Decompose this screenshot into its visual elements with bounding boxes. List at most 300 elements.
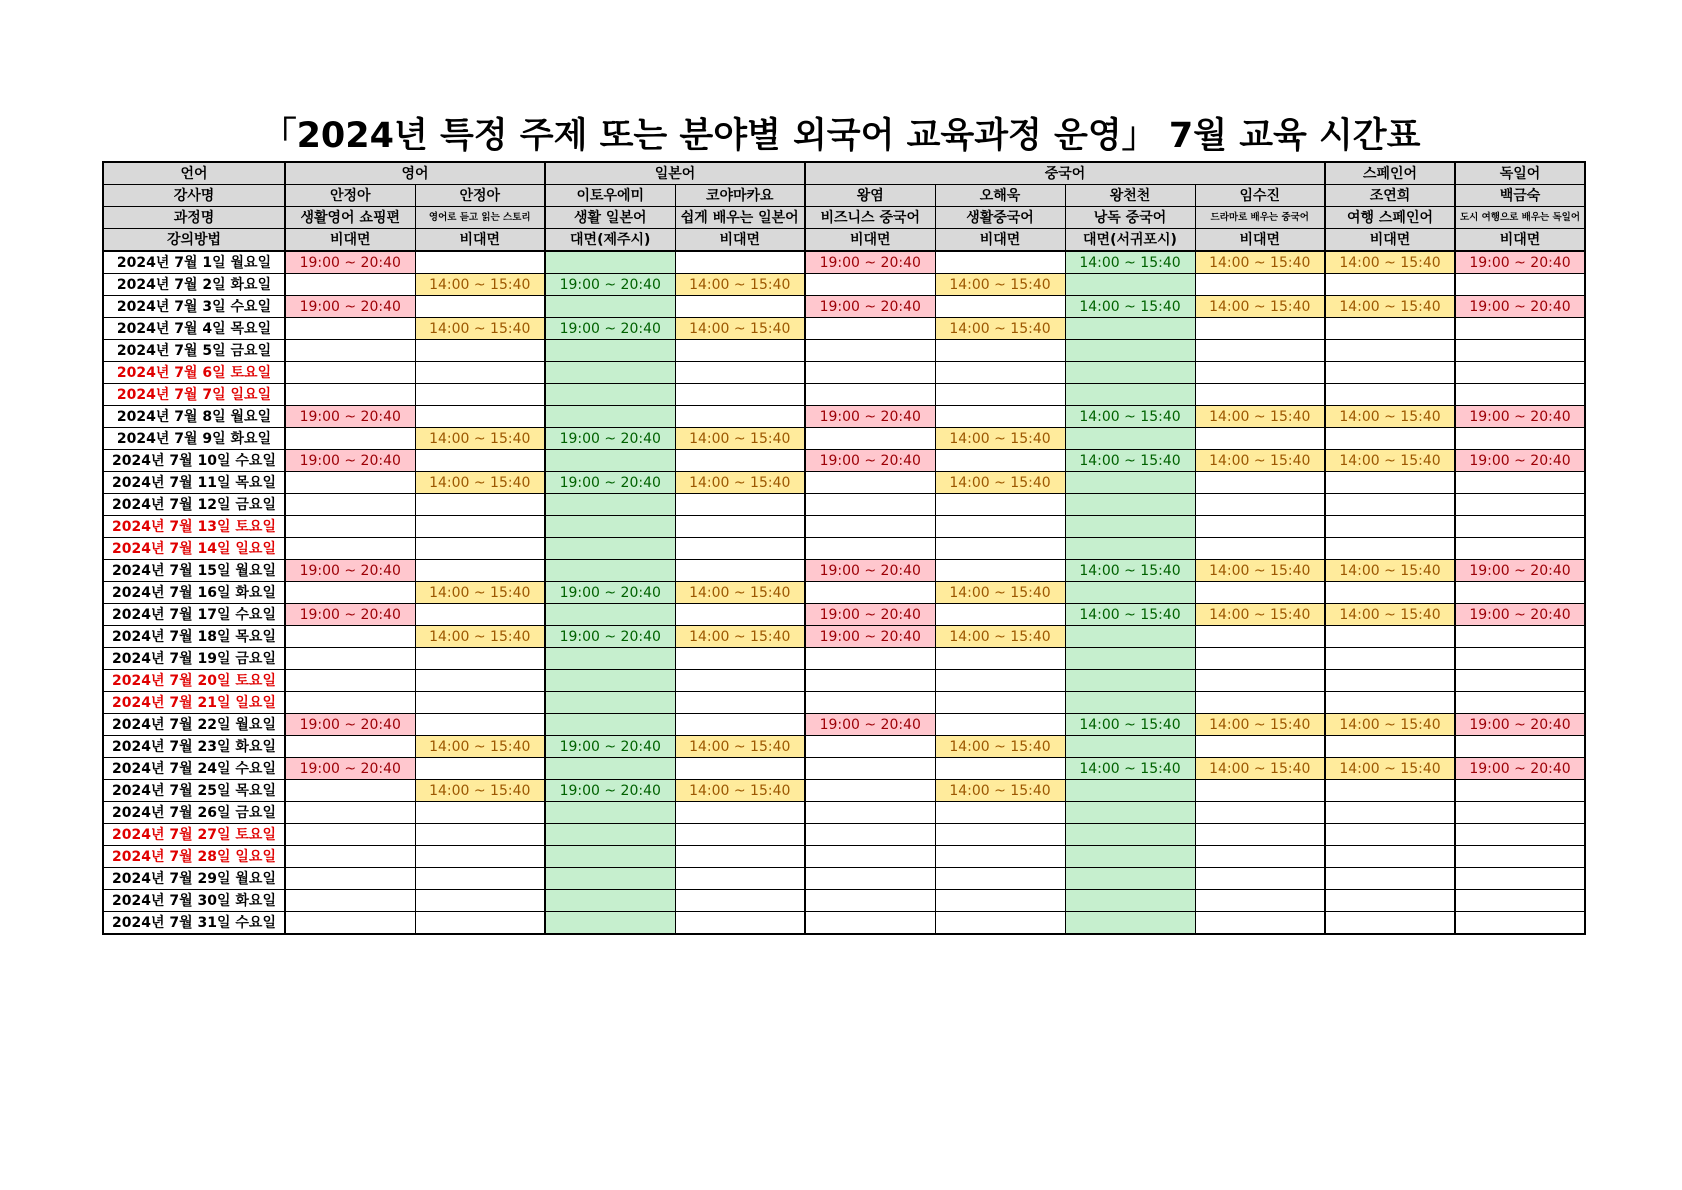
schedule-cell — [805, 890, 935, 912]
schedule-cell — [1455, 472, 1585, 494]
table-row — [103, 868, 1585, 890]
schedule-cell — [415, 384, 545, 406]
schedule-cell: 19:00 ~ 20:40 — [805, 626, 935, 648]
schedule-cell — [1455, 670, 1585, 692]
course-header: 생활 일본어 — [545, 207, 675, 229]
schedule-cell — [285, 802, 415, 824]
schedule-cell — [285, 868, 415, 890]
date-cell: 2024년 7월 22일 월요일 — [103, 714, 285, 736]
schedule-cell: 14:00 ~ 15:40 — [1195, 296, 1325, 318]
schedule-cell: 14:00 ~ 15:40 — [1065, 758, 1195, 780]
schedule-cell — [1455, 846, 1585, 868]
instructor-header: 안정아 — [415, 185, 545, 207]
schedule-cell — [1065, 384, 1195, 406]
schedule-cell — [1455, 868, 1585, 890]
schedule-cell — [675, 450, 805, 472]
schedule-cell: 14:00 ~ 15:40 — [415, 626, 545, 648]
schedule-cell — [285, 472, 415, 494]
schedule-cell — [675, 362, 805, 384]
schedule-cell — [545, 384, 675, 406]
schedule-cell — [415, 846, 545, 868]
schedule-cell — [1195, 824, 1325, 846]
schedule-cell: 14:00 ~ 15:40 — [1325, 714, 1455, 736]
schedule-cell — [1065, 692, 1195, 714]
schedule-cell — [415, 912, 545, 935]
schedule-cell — [1325, 802, 1455, 824]
schedule-cell: 14:00 ~ 15:40 — [415, 428, 545, 450]
schedule-cell — [545, 560, 675, 582]
table-row — [103, 251, 1585, 274]
schedule-cell: 19:00 ~ 20:40 — [285, 758, 415, 780]
schedule-cell — [1325, 362, 1455, 384]
schedule-cell — [675, 890, 805, 912]
schedule-cell — [675, 846, 805, 868]
schedule-cell — [1455, 384, 1585, 406]
schedule-cell — [1455, 736, 1585, 758]
instructor-header: 백금숙 — [1455, 185, 1585, 207]
schedule-cell: 14:00 ~ 15:40 — [1195, 251, 1325, 274]
schedule-cell: 14:00 ~ 15:40 — [1065, 560, 1195, 582]
method-header: 비대면 — [1325, 229, 1455, 252]
schedule-cell — [285, 890, 415, 912]
schedule-cell — [1065, 648, 1195, 670]
schedule-cell — [1195, 494, 1325, 516]
schedule-cell — [545, 758, 675, 780]
schedule-cell — [545, 692, 675, 714]
schedule-cell — [935, 384, 1065, 406]
schedule-cell — [285, 362, 415, 384]
schedule-cell: 19:00 ~ 20:40 — [285, 560, 415, 582]
schedule-cell — [1065, 472, 1195, 494]
schedule-cell — [415, 406, 545, 428]
schedule-cell — [545, 538, 675, 560]
instructor-header: 왕염 — [805, 185, 935, 207]
date-cell: 2024년 7월 16일 화요일 — [103, 582, 285, 604]
schedule-cell — [935, 758, 1065, 780]
schedule-cell: 14:00 ~ 15:40 — [935, 318, 1065, 340]
schedule-cell — [805, 362, 935, 384]
schedule-cell — [545, 516, 675, 538]
schedule-cell — [1195, 516, 1325, 538]
schedule-cell: 14:00 ~ 15:40 — [1325, 406, 1455, 428]
schedule-cell — [805, 384, 935, 406]
schedule-cell — [1065, 274, 1195, 296]
date-cell: 2024년 7월 7일 일요일 — [103, 384, 285, 406]
table-row — [103, 846, 1585, 868]
date-cell: 2024년 7월 1일 월요일 — [103, 251, 285, 274]
schedule-cell — [1195, 340, 1325, 362]
schedule-cell — [675, 670, 805, 692]
date-cell: 2024년 7월 2일 화요일 — [103, 274, 285, 296]
schedule-cell: 19:00 ~ 20:40 — [545, 736, 675, 758]
schedule-cell: 19:00 ~ 20:40 — [545, 780, 675, 802]
schedule-cell — [935, 846, 1065, 868]
method-header: 대면(서귀포시) — [1065, 229, 1195, 252]
schedule-cell — [1455, 538, 1585, 560]
schedule-cell — [675, 648, 805, 670]
course-header: 도시 여행으로 배우는 독일어 — [1455, 207, 1585, 229]
schedule-table — [102, 161, 1586, 935]
schedule-cell — [545, 251, 675, 274]
schedule-cell: 19:00 ~ 20:40 — [1455, 560, 1585, 582]
schedule-cell: 19:00 ~ 20:40 — [545, 582, 675, 604]
schedule-cell — [1195, 538, 1325, 560]
schedule-cell — [1325, 274, 1455, 296]
schedule-cell — [285, 736, 415, 758]
schedule-cell: 14:00 ~ 15:40 — [935, 582, 1065, 604]
language-header: 독일어 — [1455, 162, 1585, 185]
schedule-cell: 19:00 ~ 20:40 — [805, 714, 935, 736]
schedule-cell — [545, 340, 675, 362]
method-header: 비대면 — [285, 229, 415, 252]
schedule-cell — [285, 516, 415, 538]
schedule-cell — [1195, 582, 1325, 604]
schedule-cell — [415, 340, 545, 362]
header-row-language — [103, 162, 1585, 185]
schedule-cell — [935, 296, 1065, 318]
course-header: 비즈니스 중국어 — [805, 207, 935, 229]
schedule-cell: 19:00 ~ 20:40 — [545, 472, 675, 494]
schedule-cell — [1455, 340, 1585, 362]
schedule-cell — [545, 912, 675, 935]
table-row — [103, 384, 1585, 406]
schedule-cell — [1455, 648, 1585, 670]
schedule-cell: 19:00 ~ 20:40 — [805, 604, 935, 626]
schedule-cell — [545, 604, 675, 626]
schedule-cell — [675, 251, 805, 274]
schedule-cell: 14:00 ~ 15:40 — [675, 736, 805, 758]
schedule-cell: 14:00 ~ 15:40 — [675, 582, 805, 604]
course-header: 드라마로 배우는 중국어 — [1195, 207, 1325, 229]
table-row — [103, 692, 1585, 714]
schedule-cell — [1065, 824, 1195, 846]
schedule-cell — [1195, 472, 1325, 494]
schedule-cell — [545, 824, 675, 846]
schedule-cell — [545, 406, 675, 428]
schedule-cell — [415, 824, 545, 846]
schedule-cell — [285, 494, 415, 516]
schedule-cell — [1065, 494, 1195, 516]
method-header: 비대면 — [1195, 229, 1325, 252]
language-header: 영어 — [285, 162, 545, 185]
schedule-cell — [1065, 582, 1195, 604]
schedule-cell — [1195, 428, 1325, 450]
schedule-cell — [935, 340, 1065, 362]
schedule-cell — [805, 274, 935, 296]
schedule-cell: 14:00 ~ 15:40 — [935, 626, 1065, 648]
table-row — [103, 560, 1585, 582]
schedule-cell — [805, 780, 935, 802]
schedule-cell: 14:00 ~ 15:40 — [1065, 604, 1195, 626]
schedule-cell: 14:00 ~ 15:40 — [1325, 296, 1455, 318]
schedule-cell: 14:00 ~ 15:40 — [675, 318, 805, 340]
schedule-cell — [1325, 912, 1455, 935]
schedule-cell — [675, 296, 805, 318]
schedule-cell: 19:00 ~ 20:40 — [1455, 251, 1585, 274]
schedule-cell — [1325, 516, 1455, 538]
schedule-cell — [935, 648, 1065, 670]
schedule-cell — [1065, 516, 1195, 538]
schedule-cell — [935, 362, 1065, 384]
schedule-cell — [675, 560, 805, 582]
schedule-cell — [935, 868, 1065, 890]
schedule-cell — [805, 340, 935, 362]
table-row — [103, 538, 1585, 560]
method-header: 대면(제주시) — [545, 229, 675, 252]
schedule-cell — [1195, 802, 1325, 824]
schedule-cell: 14:00 ~ 15:40 — [1195, 714, 1325, 736]
date-cell: 2024년 7월 29일 월요일 — [103, 868, 285, 890]
schedule-cell: 14:00 ~ 15:40 — [1195, 406, 1325, 428]
table-row — [103, 318, 1585, 340]
schedule-cell — [805, 846, 935, 868]
schedule-cell — [1455, 428, 1585, 450]
schedule-cell — [1455, 780, 1585, 802]
schedule-cell — [675, 604, 805, 626]
schedule-cell: 14:00 ~ 15:40 — [935, 736, 1065, 758]
instructor-header: 왕천천 — [1065, 185, 1195, 207]
schedule-cell — [675, 406, 805, 428]
schedule-cell — [1065, 780, 1195, 802]
schedule-cell — [415, 560, 545, 582]
schedule-cell — [1065, 362, 1195, 384]
schedule-cell — [1325, 692, 1455, 714]
table-row — [103, 428, 1585, 450]
schedule-cell — [1065, 538, 1195, 560]
schedule-cell — [935, 890, 1065, 912]
schedule-cell: 19:00 ~ 20:40 — [285, 714, 415, 736]
schedule-cell — [415, 604, 545, 626]
schedule-cell — [805, 318, 935, 340]
schedule-cell: 14:00 ~ 15:40 — [935, 472, 1065, 494]
header-instructor-label: 강사명 — [103, 185, 285, 207]
schedule-cell: 19:00 ~ 20:40 — [545, 626, 675, 648]
schedule-cell: 14:00 ~ 15:40 — [1195, 450, 1325, 472]
table-row — [103, 670, 1585, 692]
schedule-cell: 19:00 ~ 20:40 — [1455, 758, 1585, 780]
schedule-cell: 19:00 ~ 20:40 — [545, 318, 675, 340]
schedule-cell — [1065, 868, 1195, 890]
date-cell: 2024년 7월 26일 금요일 — [103, 802, 285, 824]
schedule-cell: 19:00 ~ 20:40 — [805, 251, 935, 274]
schedule-cell — [415, 802, 545, 824]
schedule-cell: 14:00 ~ 15:40 — [675, 274, 805, 296]
schedule-cell — [935, 824, 1065, 846]
schedule-cell — [675, 494, 805, 516]
schedule-cell — [805, 428, 935, 450]
schedule-cell — [1195, 626, 1325, 648]
schedule-cell — [1065, 318, 1195, 340]
schedule-cell: 14:00 ~ 15:40 — [415, 582, 545, 604]
schedule-cell — [935, 714, 1065, 736]
schedule-cell: 19:00 ~ 20:40 — [545, 428, 675, 450]
schedule-cell — [285, 626, 415, 648]
instructor-header: 오해욱 — [935, 185, 1065, 207]
date-cell: 2024년 7월 15일 월요일 — [103, 560, 285, 582]
date-cell: 2024년 7월 28일 일요일 — [103, 846, 285, 868]
schedule-cell — [1195, 780, 1325, 802]
table-row — [103, 450, 1585, 472]
schedule-cell: 19:00 ~ 20:40 — [1455, 450, 1585, 472]
schedule-cell — [415, 494, 545, 516]
schedule-cell — [285, 340, 415, 362]
table-row — [103, 802, 1585, 824]
schedule-cell — [415, 538, 545, 560]
date-cell: 2024년 7월 18일 목요일 — [103, 626, 285, 648]
schedule-cell — [805, 648, 935, 670]
date-cell: 2024년 7월 21일 일요일 — [103, 692, 285, 714]
schedule-cell — [415, 296, 545, 318]
schedule-cell — [1065, 912, 1195, 935]
date-cell: 2024년 7월 27일 토요일 — [103, 824, 285, 846]
schedule-cell: 14:00 ~ 15:40 — [935, 274, 1065, 296]
schedule-cell — [1195, 912, 1325, 935]
schedule-cell: 14:00 ~ 15:40 — [935, 428, 1065, 450]
schedule-cell: 14:00 ~ 15:40 — [415, 780, 545, 802]
schedule-cell — [805, 538, 935, 560]
language-header: 스페인어 — [1325, 162, 1455, 185]
schedule-cell — [1195, 846, 1325, 868]
schedule-cell — [675, 802, 805, 824]
schedule-cell: 14:00 ~ 15:40 — [675, 472, 805, 494]
instructor-header: 코야마카요 — [675, 185, 805, 207]
schedule-cell: 14:00 ~ 15:40 — [415, 274, 545, 296]
header-row-instructor — [103, 185, 1585, 207]
schedule-cell — [1195, 648, 1325, 670]
schedule-cell — [1195, 318, 1325, 340]
schedule-cell — [415, 670, 545, 692]
schedule-cell — [415, 758, 545, 780]
schedule-cell: 14:00 ~ 15:40 — [415, 318, 545, 340]
schedule-cell — [805, 802, 935, 824]
schedule-cell — [935, 450, 1065, 472]
schedule-cell: 19:00 ~ 20:40 — [1455, 714, 1585, 736]
schedule-cell: 19:00 ~ 20:40 — [285, 406, 415, 428]
schedule-cell — [1065, 670, 1195, 692]
schedule-cell — [1325, 538, 1455, 560]
schedule-cell — [545, 714, 675, 736]
schedule-cell — [805, 516, 935, 538]
schedule-cell: 19:00 ~ 20:40 — [805, 560, 935, 582]
schedule-cell: 14:00 ~ 15:40 — [1325, 758, 1455, 780]
schedule-cell — [1325, 318, 1455, 340]
date-cell: 2024년 7월 5일 금요일 — [103, 340, 285, 362]
schedule-cell — [545, 890, 675, 912]
schedule-cell — [1455, 824, 1585, 846]
schedule-cell — [1455, 912, 1585, 935]
schedule-cell — [675, 714, 805, 736]
schedule-cell — [1325, 824, 1455, 846]
course-header: 낭독 중국어 — [1065, 207, 1195, 229]
date-cell: 2024년 7월 10일 수요일 — [103, 450, 285, 472]
schedule-cell — [285, 428, 415, 450]
schedule-cell — [1065, 736, 1195, 758]
schedule-cell — [545, 296, 675, 318]
date-cell: 2024년 7월 19일 금요일 — [103, 648, 285, 670]
schedule-cell: 19:00 ~ 20:40 — [1455, 604, 1585, 626]
schedule-cell — [1455, 362, 1585, 384]
schedule-cell — [1325, 868, 1455, 890]
schedule-cell — [935, 406, 1065, 428]
schedule-cell — [1325, 340, 1455, 362]
table-row — [103, 516, 1585, 538]
table-row — [103, 648, 1585, 670]
date-cell: 2024년 7월 8일 월요일 — [103, 406, 285, 428]
instructor-header: 조연희 — [1325, 185, 1455, 207]
schedule-cell — [545, 494, 675, 516]
schedule-cell — [935, 670, 1065, 692]
instructor-header: 이토우에미 — [545, 185, 675, 207]
schedule-cell: 19:00 ~ 20:40 — [285, 296, 415, 318]
schedule-cell: 14:00 ~ 15:40 — [1325, 251, 1455, 274]
table-row — [103, 582, 1585, 604]
schedule-cell — [415, 648, 545, 670]
schedule-cell — [285, 846, 415, 868]
schedule-cell — [1325, 626, 1455, 648]
schedule-cell — [1195, 692, 1325, 714]
schedule-cell: 19:00 ~ 20:40 — [805, 450, 935, 472]
schedule-cell: 14:00 ~ 15:40 — [1195, 560, 1325, 582]
date-cell: 2024년 7월 6일 토요일 — [103, 362, 285, 384]
schedule-cell — [285, 318, 415, 340]
schedule-cell — [545, 868, 675, 890]
schedule-cell: 14:00 ~ 15:40 — [415, 472, 545, 494]
date-cell: 2024년 7월 9일 화요일 — [103, 428, 285, 450]
schedule-cell: 14:00 ~ 15:40 — [1065, 450, 1195, 472]
schedule-cell — [285, 274, 415, 296]
schedule-cell — [285, 692, 415, 714]
schedule-cell — [545, 362, 675, 384]
table-row — [103, 604, 1585, 626]
language-header: 중국어 — [805, 162, 1325, 185]
date-cell: 2024년 7월 31일 수요일 — [103, 912, 285, 935]
date-cell: 2024년 7월 14일 일요일 — [103, 538, 285, 560]
schedule-cell — [545, 670, 675, 692]
schedule-cell — [1455, 494, 1585, 516]
table-row — [103, 340, 1585, 362]
schedule-cell — [1325, 670, 1455, 692]
language-header: 일본어 — [545, 162, 805, 185]
date-cell: 2024년 7월 30일 화요일 — [103, 890, 285, 912]
table-row — [103, 912, 1585, 935]
schedule-cell — [935, 912, 1065, 935]
schedule-cell — [935, 802, 1065, 824]
method-header: 비대면 — [805, 229, 935, 252]
schedule-cell — [805, 692, 935, 714]
schedule-cell — [675, 692, 805, 714]
schedule-cell — [805, 494, 935, 516]
schedule-cell — [285, 824, 415, 846]
schedule-cell — [675, 758, 805, 780]
table-row — [103, 824, 1585, 846]
table-row — [103, 758, 1585, 780]
schedule-cell — [415, 516, 545, 538]
schedule-cell — [1065, 802, 1195, 824]
course-header: 여행 스페인어 — [1325, 207, 1455, 229]
schedule-cell — [805, 582, 935, 604]
schedule-cell — [1455, 516, 1585, 538]
schedule-cell — [1065, 890, 1195, 912]
schedule-cell — [415, 362, 545, 384]
table-row — [103, 494, 1585, 516]
header-row-course — [103, 207, 1585, 229]
table-row — [103, 736, 1585, 758]
schedule-cell — [415, 714, 545, 736]
schedule-cell — [935, 560, 1065, 582]
schedule-cell — [1195, 670, 1325, 692]
schedule-cell — [1455, 318, 1585, 340]
schedule-cell — [805, 868, 935, 890]
